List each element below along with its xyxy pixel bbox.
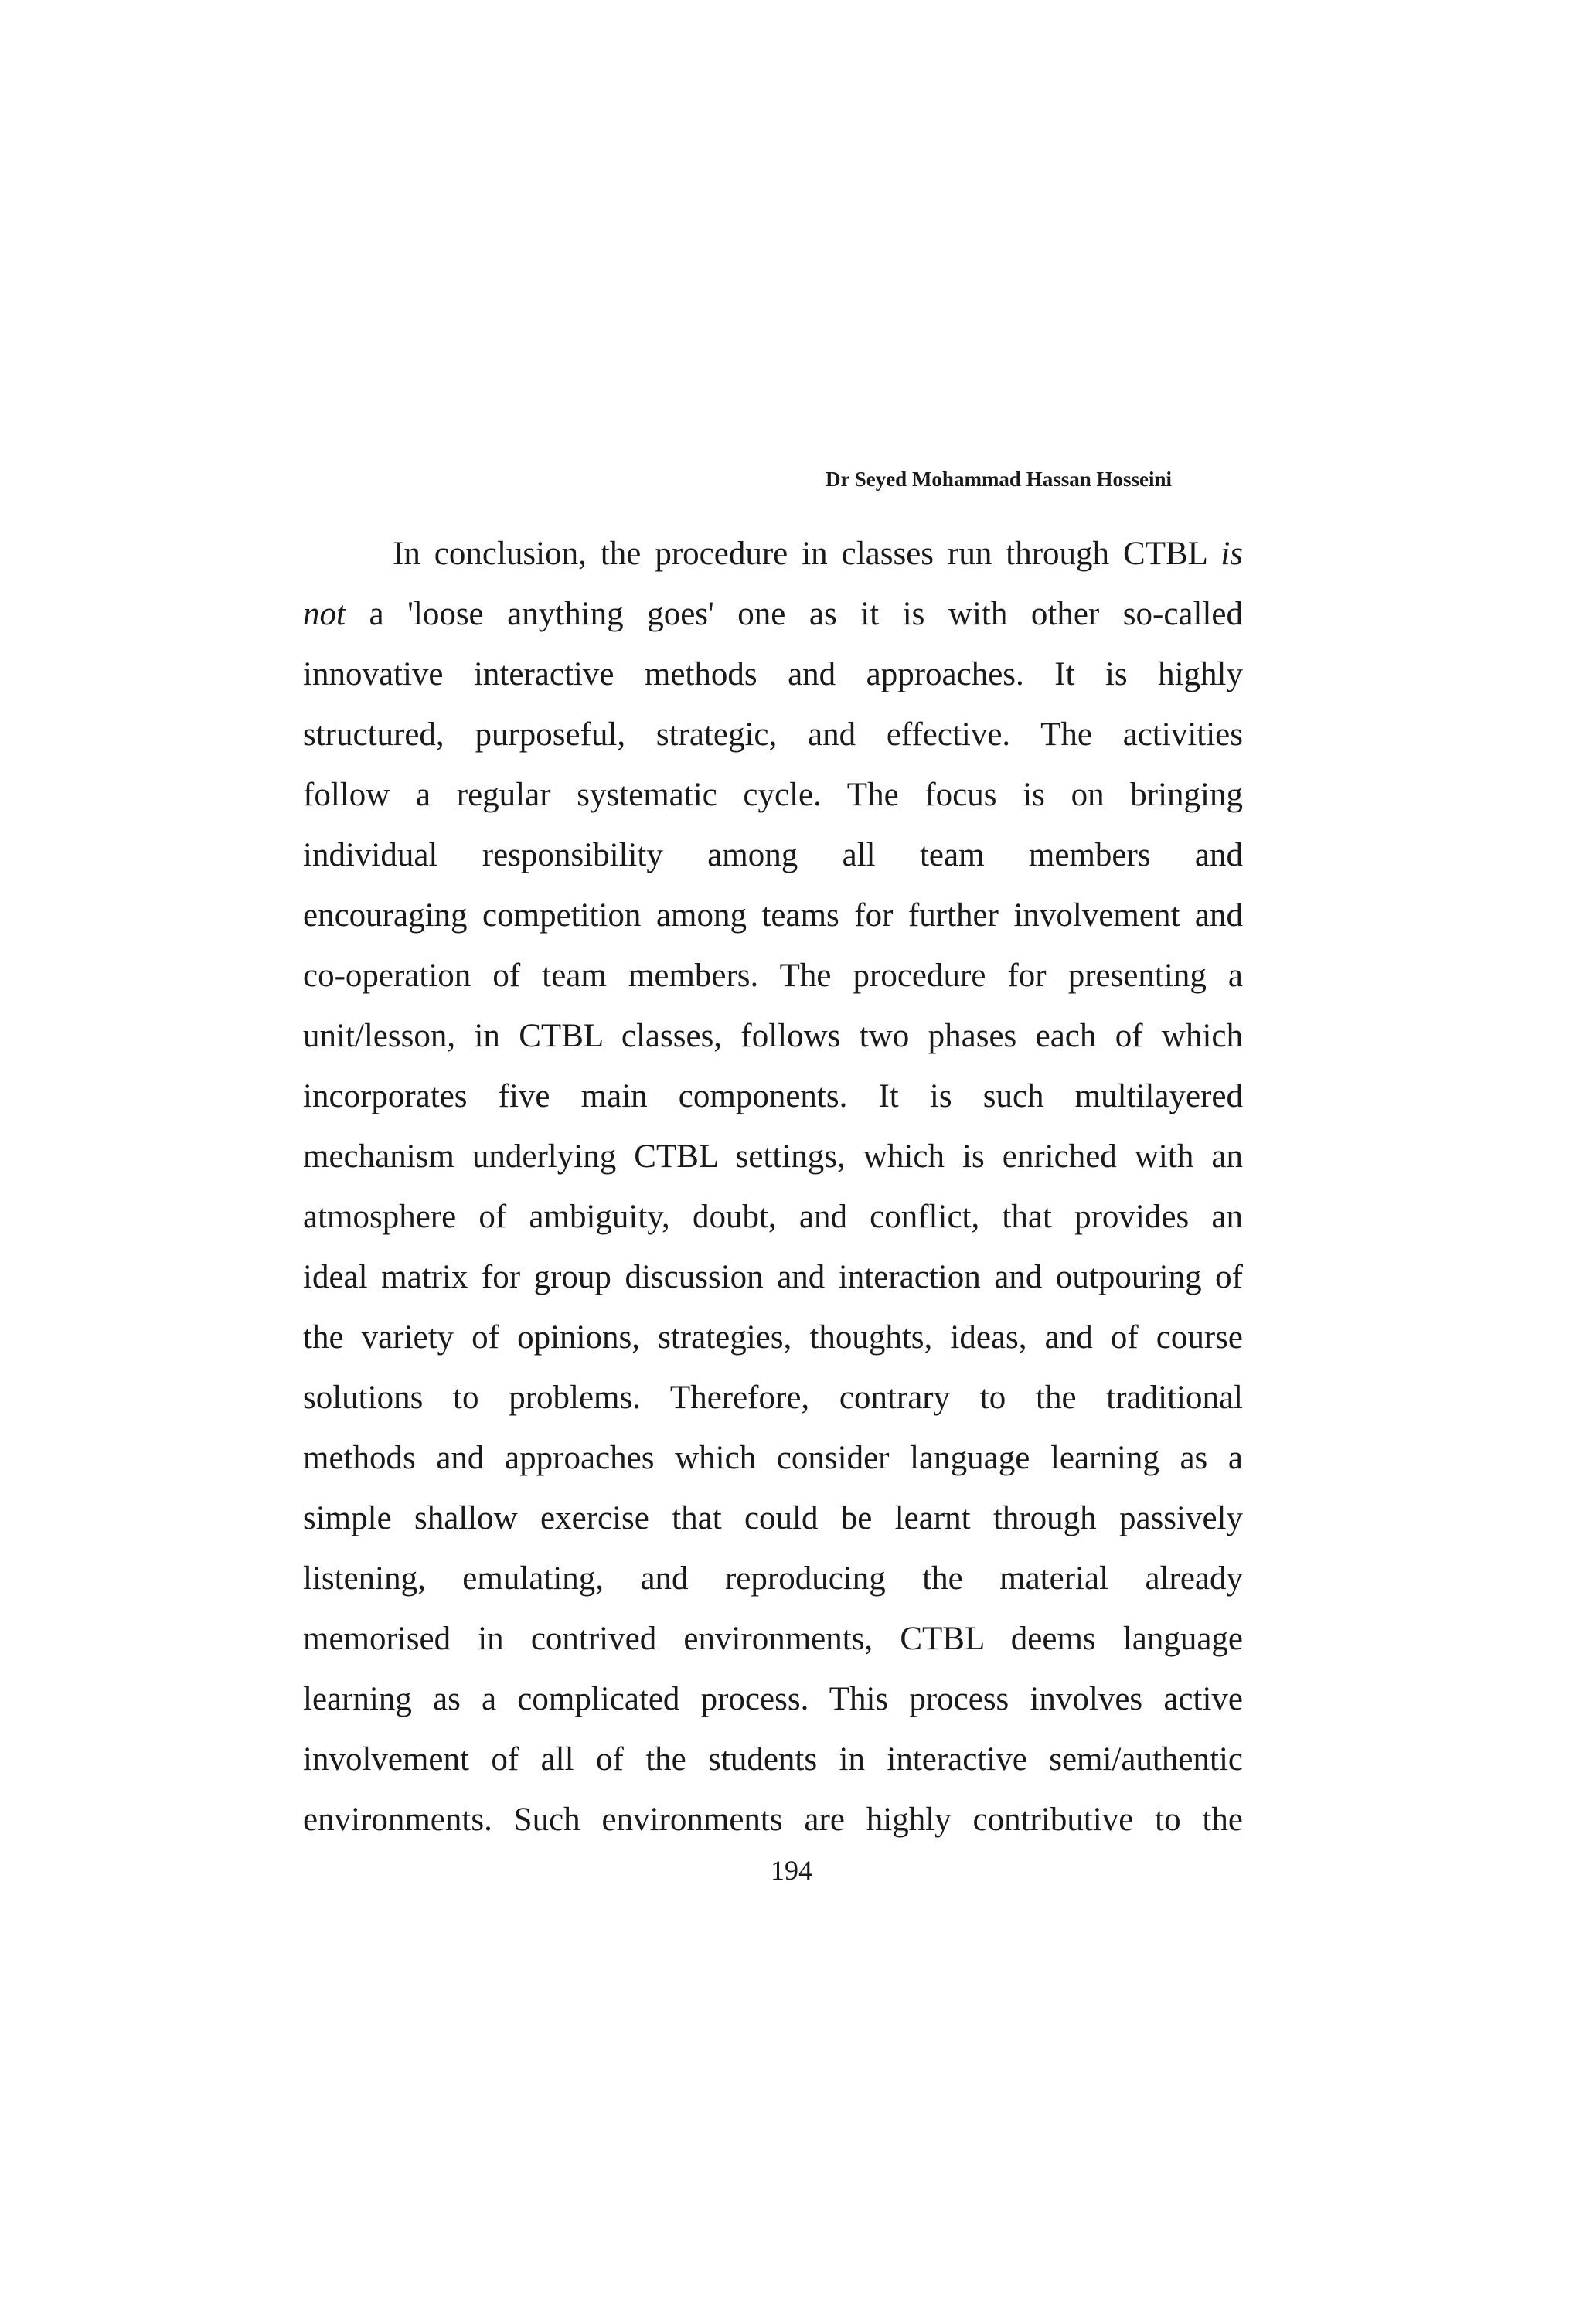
- text-line: individual responsibility among all team members and: [303, 837, 1243, 873]
- text-line: [303, 584, 1243, 645]
- text-line: solutions to problems. Therefore, contrary to the traditional: [303, 1380, 1243, 1416]
- page-number: 194: [771, 1855, 812, 1886]
- text-segment: a 'loose anything goes' one as it is with other so-called: [369, 596, 1243, 632]
- text-line: listening, emulating, and reproducing the material already: [303, 1560, 1243, 1597]
- italic-emphasis: not: [303, 596, 346, 632]
- text-line: simple shallow exercise that could be learnt through passively: [303, 1500, 1243, 1536]
- text-line: unit/lesson, in CTBL classes, follows two phases each of which: [303, 1018, 1243, 1054]
- text-line: co-operation of team members. The procedure for presenting a: [303, 958, 1243, 994]
- text-line: structured, purposeful, strategic, and effective. The activities: [303, 716, 1243, 753]
- text-segment: In conclusion, the procedure in classes run through CTBL: [393, 536, 1207, 572]
- text-line: environments. Such environments are highly contributive to the: [303, 1802, 1243, 1838]
- text-line: follow a regular systematic cycle. The focus is on bringing: [303, 777, 1243, 813]
- running-header-author: Dr Seyed Mohammad Hassan Hosseini: [825, 468, 1172, 491]
- text-line: innovative interactive methods and approaches. It is highly: [303, 656, 1243, 692]
- text-line: [303, 524, 1243, 584]
- text-line: the variety of opinions, strategies, thoughts, ideas, and of course: [303, 1319, 1243, 1356]
- italic-emphasis: is: [1220, 536, 1244, 572]
- text-line: incorporates five main components. It is such multilayered: [303, 1078, 1243, 1114]
- text-line: methods and approaches which consider language learning as a: [303, 1440, 1243, 1476]
- body-paragraph: [303, 524, 1243, 1850]
- text-line: involvement of all of the students in interactive semi/authentic: [303, 1741, 1243, 1778]
- text-line: memorised in contrived environments, CTBL deems language: [303, 1621, 1243, 1657]
- text-line: mechanism underlying CTBL settings, which is enriched with an: [303, 1138, 1243, 1175]
- text-line: encouraging competition among teams for further involvement and: [303, 897, 1243, 934]
- text-line: ideal matrix for group discussion and interaction and outpouring of: [303, 1259, 1243, 1295]
- text-line: atmosphere of ambiguity, doubt, and conflict, that provides an: [303, 1199, 1243, 1235]
- text-line: learning as a complicated process. This process involves active: [303, 1681, 1243, 1717]
